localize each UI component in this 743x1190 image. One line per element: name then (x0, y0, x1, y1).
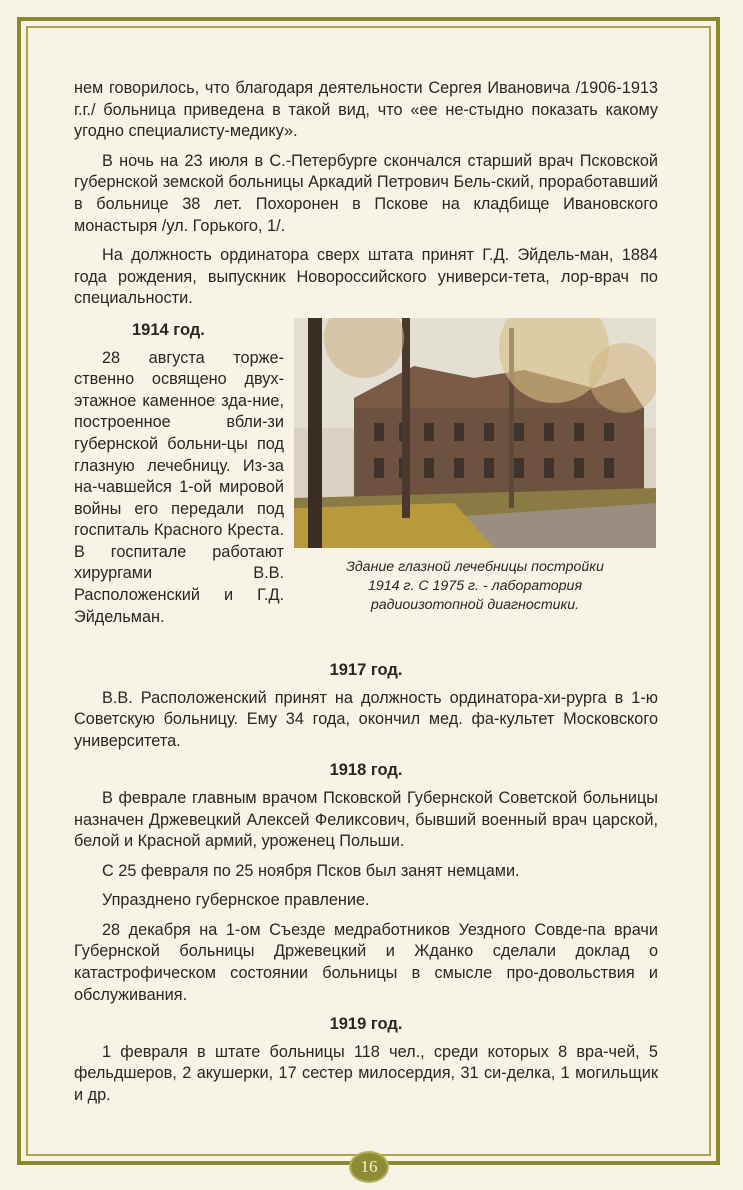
heading-1917: 1917 год. (329, 660, 403, 679)
paragraph-1918-3: Упразднено губернское правление. (102, 891, 370, 910)
caption-line-3: радиоизотопной диагностики. (370, 596, 580, 613)
paragraph-intro: нем говорилось, что благодаря деятельности Сергея Ивановича /1906-1913 г.г./ больница приведена в такой вид, что «ее не-стыдно показать какому угодно специалисту-медику». (74, 79, 658, 141)
section-1914 (74, 318, 284, 636)
paragraph-1917: В.В. Расположенский принят на должность ординатора-хи-рурга в 1-ю Советскую больницу. Ему 34 года, окончил мед. фа-культет Московского университета. (74, 688, 658, 750)
heading-1919: 1919 год. (329, 1015, 403, 1034)
eye-clinic-building-photo (294, 318, 656, 548)
page-content (74, 78, 658, 1115)
caption-line-2: 1914 г. С 1975 г. - лаборатория (367, 577, 583, 594)
caption-line-1: Здание глазной лечебницы постройки (346, 558, 604, 575)
page-number: 16 (349, 1151, 389, 1183)
paragraph-belsky: В ночь на 23 июля в С.-Петербурге скончался старший врач Псковской губернской земской больницы Аркадий Петрович Бель-ский, проработавший в больнице 38 лет. Похоронен в Пскове на кладбище Ивановского монастыря /ул. Горького, 1/. (74, 151, 658, 235)
paragraph-1914: 28 августа торже-ственно освящено двух-этажное каменное зда-ние, построенное вбли-зи губернской больни-цы под глазную лечебницу. Из-за на-чавшейся 1-ой мировой войны его передали под госпиталь Красного Креста. В госпитале работают хирургами В.В. Расположенский и Г.Д. Эйдельман. (74, 348, 284, 626)
paragraph-eidelman: На должность ординатора сверх штата принят Г.Д. Эйдель-ман, 1884 года рождения, выпускник Новороссийского универси-тета, лор-врач по специальности. (74, 246, 658, 308)
paragraph-1918-1: В феврале главным врачом Псковской Губернской Советской больницы назначен Држевецкий Алексей Феликсович, бывший военный врач царской, белой и Красной армий, уроженец Польши. (74, 788, 658, 851)
heading-1914: 1914 год. (132, 320, 205, 339)
heading-1918: 1918 год. (329, 761, 403, 780)
section-1914-block (74, 318, 658, 650)
paragraph-1919: 1 февраля в штате больницы 118 чел., среди которых 8 вра-чей, 5 фельдшеров, 2 акушерки, 17 сестер милосердия, 31 си-делка, 1 могильщик и др. (74, 1042, 658, 1105)
figure-eye-clinic (294, 318, 656, 615)
figure-caption (294, 558, 656, 615)
paragraph-1918-4: 28 декабря на 1-ом Съезде медработников Уездного Совде-па врачи Губернской больницы Држевецкий и Жданко сделали доклад о катастрофическом состоянии больницы в смысле про-довольствия и обслуживания. (74, 920, 658, 1004)
paragraph-1918-2: С 25 февраля по 25 ноября Псков был занят немцами. (102, 861, 520, 880)
